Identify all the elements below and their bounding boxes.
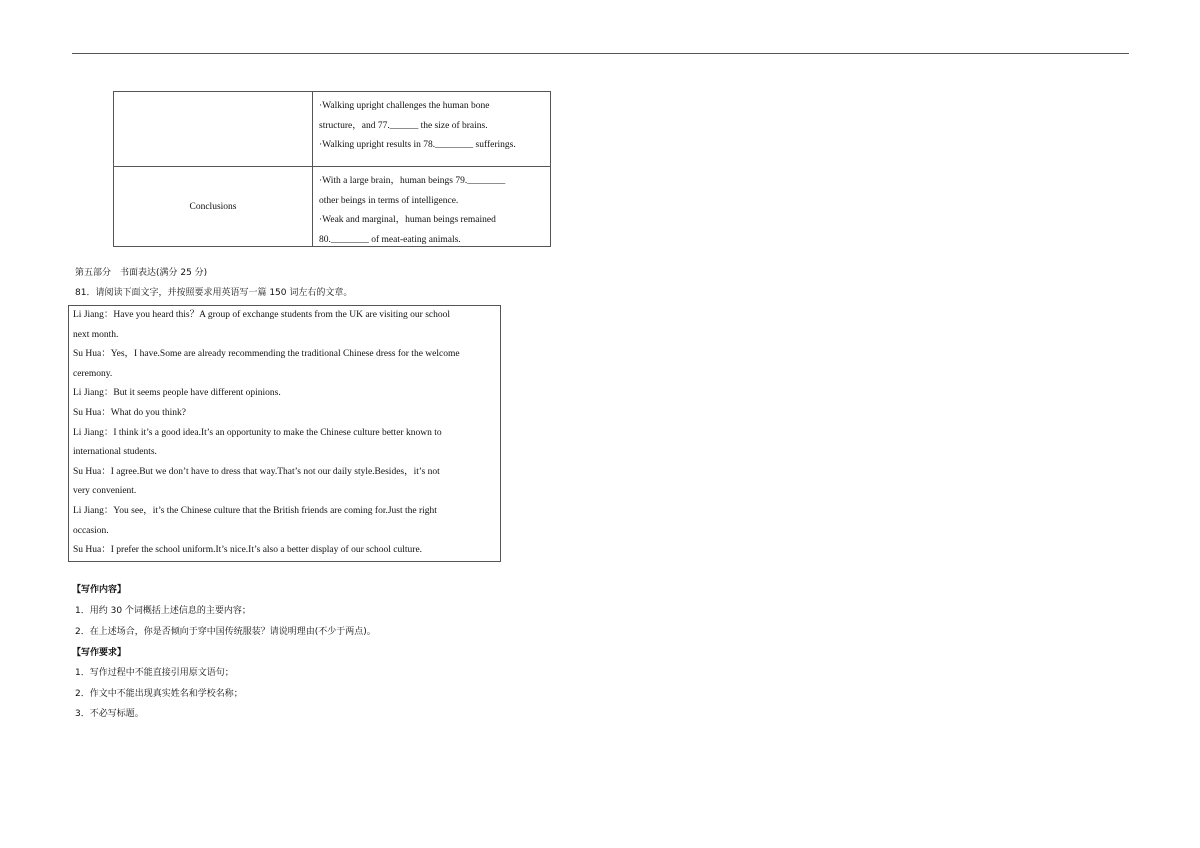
dialog-line: Su Hua：Yes，I have.Some are already recommending the traditional Chinese dress for the welcome xyxy=(73,349,460,360)
dialog-line: Li Jiang：Have you heard this？A group of exchange students from the UK are visiting our school xyxy=(73,310,451,320)
dialog-line: Li Jiang：But it seems people have different opinions. xyxy=(73,388,281,399)
dialog-line: Su Hua：I prefer the school uniform.It’s nice.It’s also a better display of our school culture. xyxy=(73,545,423,556)
writing-requirement-item: 2．作文中不能出现真实姓名和学校名称； xyxy=(75,689,243,699)
writing-content-item: 1．用约 30 个词概括上述信息的主要内容； xyxy=(75,606,251,616)
table-line: ·With a large brain，human beings 79.________ xyxy=(319,176,506,186)
task-intro: 81．请阅读下面文字，并按照要求用英语写一篇 150 词左右的文章。 xyxy=(75,288,353,298)
dialog-line: Li Jiang：You see，it’s the Chinese culture that the British friends are coming for.Just the right xyxy=(73,505,437,516)
table-line: ·Weak and marginal，human beings remained xyxy=(319,215,496,225)
dialog-line: Li Jiang：I think it’s a good idea.It’s an opportunity to make the Chinese culture better known to xyxy=(73,427,442,438)
table-row xyxy=(114,92,550,166)
dialog-line: next month. xyxy=(73,329,119,340)
table-row xyxy=(114,166,550,246)
writing-content-item: 2．在上述场合，你是否倾向于穿中国传统服装？请说明理由(不少于两点)。 xyxy=(75,627,376,637)
table-cell-left xyxy=(114,92,313,166)
table-cell-right xyxy=(313,92,550,166)
writing-requirement-item: 3．不必写标题。 xyxy=(75,709,144,719)
dialog-line: international students. xyxy=(73,447,157,458)
table-cell-right xyxy=(313,167,550,246)
writing-requirements-heading: 【写作要求】 xyxy=(72,648,127,658)
section-title: 第五部分 书面表达(满分 25 分) xyxy=(75,268,208,278)
dialog-line: very convenient. xyxy=(73,486,137,497)
table-line: ·Walking upright challenges the human bone xyxy=(319,101,490,111)
dialog-line: Su Hua：I agree.But we don’t have to dress that way.That’s not our daily style.Besides，it’s not xyxy=(73,466,440,477)
dialog-line: Su Hua：What do you think? xyxy=(73,407,186,418)
row-label-conclusions: Conclusions xyxy=(189,201,237,212)
table-cell-left xyxy=(114,167,313,246)
dialog-line: occasion. xyxy=(73,525,109,536)
writing-content-heading: 【写作内容】 xyxy=(72,585,127,595)
table-line: ·Walking upright results in 78.________ sufferings. xyxy=(319,140,516,150)
table-line: 80.________ of meat-eating animals. xyxy=(319,234,461,245)
table-line: structure，and 77.______ the size of brains. xyxy=(319,120,488,131)
table-line: other beings in terms of intelligence. xyxy=(319,195,459,206)
dialog-line: ceremony. xyxy=(73,368,113,379)
writing-requirement-item: 1．写作过程中不能直接引用原文语句； xyxy=(75,668,234,678)
outline-table xyxy=(113,91,551,247)
page-top-rule xyxy=(72,53,1129,54)
dialog-box xyxy=(68,305,501,562)
